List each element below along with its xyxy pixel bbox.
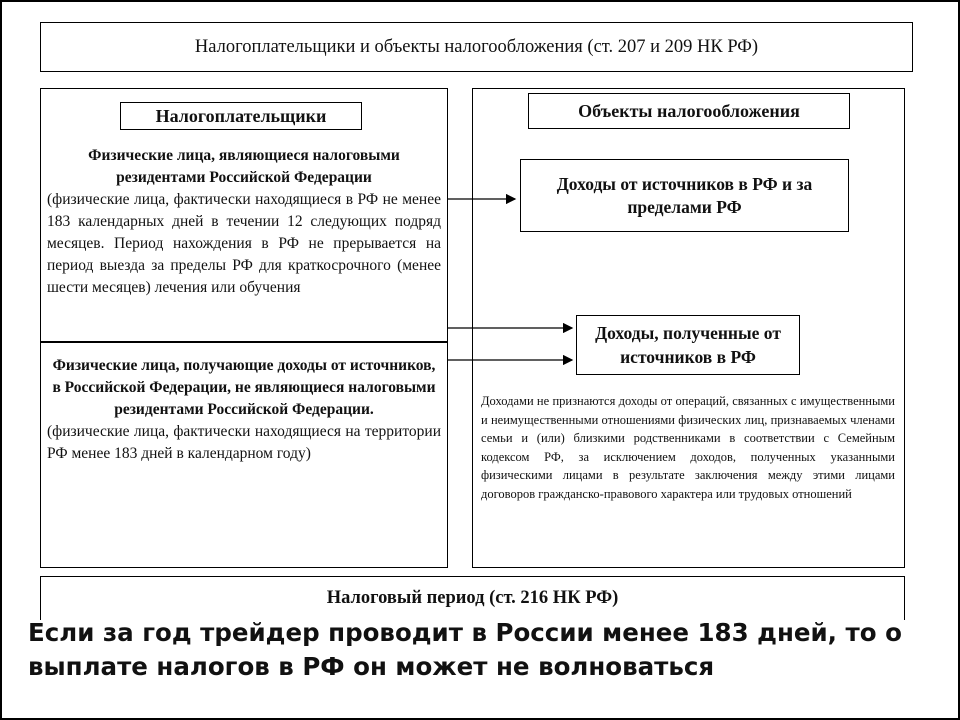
nonresidents-heading: Физические лица, получающие доходы от источников, в Российской Федерации, не являющиеся налоговыми резидентами Российской Федерации. — [52, 357, 436, 418]
page-title: Налогоплательщики и объекты налогообложения (ст. 207 и 209 НК РФ) — [40, 22, 913, 72]
income-rf-box: Доходы, полученные от источников в РФ — [576, 315, 800, 375]
residents-heading: Физические лица, являющиеся налоговыми резидентами Российской Федерации — [88, 147, 400, 186]
income-all-box: Доходы от источников в РФ и за пределами РФ — [520, 159, 849, 232]
taxpayers-header: Налогоплательщики — [120, 102, 362, 130]
income-exclusion-note: Доходами не признаются доходы от операций, связанных с имущественными и неимущественными отношениями физических лиц, признаваемых членами семьи и (или) близкими родственниками в соответствии с Семейным кодексом РФ, за исключением доходов, полученных указанными физическими лицами в результате заключения между этими лицами договоров гражданско-правового характера или трудовых отношений — [481, 394, 895, 501]
caption-text: Если за год трейдер проводит в России менее 183 дней, то о выплате налогов в РФ он может не волноваться — [28, 618, 902, 681]
tax-period-box: Налоговый период (ст. 216 НК РФ) — [40, 576, 905, 620]
residents-body: (физические лица, фактически находящиеся в РФ не менее 183 календарных дней в течении 12 следующих подряд месяцев. Период нахождения в РФ не прерывается на период выезда за пределы РФ для краткосрочного (менее шести месяцев) лечения или обучения — [47, 191, 441, 296]
nonresidents-body: (физические лица, фактически находящиеся на территории РФ менее 183 дней в календарном году) — [47, 423, 441, 462]
objects-header: Объекты налогообложения — [528, 93, 850, 129]
